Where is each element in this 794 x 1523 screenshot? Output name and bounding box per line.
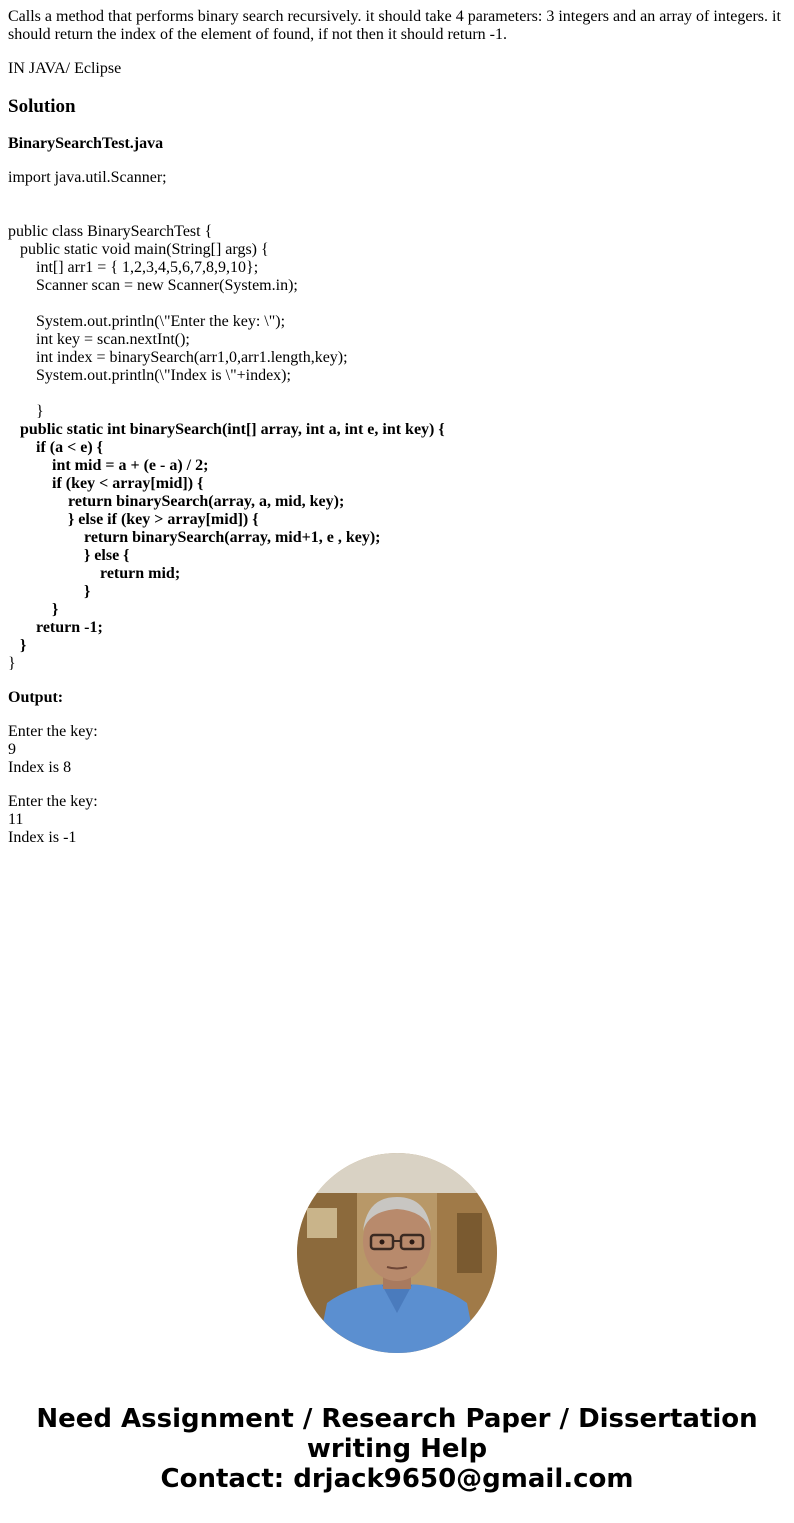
code-line: int mid = a + (e - a) / 2; xyxy=(8,457,209,474)
output-run-1 xyxy=(8,723,788,777)
code-line: int[] arr1 = { 1,2,3,4,5,6,7,8,9,10}; xyxy=(8,259,259,276)
promo-line-1: Need Assignment / Research Paper / Dissertation xyxy=(36,1404,758,1434)
code-line: } xyxy=(8,655,16,672)
code-line: int key = scan.nextInt(); xyxy=(8,331,190,348)
code-line: } else if (key > array[mid]) { xyxy=(8,511,259,528)
output-line: 11 xyxy=(8,811,24,828)
output-line: Enter the key: xyxy=(8,723,98,740)
code-line: System.out.println(\"Index is \"+index); xyxy=(8,367,291,384)
output-line: Index is -1 xyxy=(8,829,77,846)
solution-heading: Solution xyxy=(8,96,76,117)
code-line: return -1; xyxy=(8,619,103,636)
code-line: return mid; xyxy=(8,565,181,582)
code-line: if (key < array[mid]) { xyxy=(8,475,204,492)
promo-banner xyxy=(0,1404,794,1494)
code-line: import java.util.Scanner; xyxy=(8,169,167,186)
promo-line-2: writing Help xyxy=(306,1434,488,1464)
author-photo-icon xyxy=(297,1153,497,1353)
file-title: BinarySearchTest.java xyxy=(8,135,164,152)
language-note: IN JAVA/ Eclipse xyxy=(8,60,122,77)
code-line: return binarySearch(array, a, mid, key); xyxy=(8,493,345,510)
author-avatar xyxy=(297,1153,497,1353)
code-line xyxy=(8,385,788,403)
code-line xyxy=(8,187,788,205)
output-line: Index is 8 xyxy=(8,759,72,776)
code-line: public static void main(String[] args) { xyxy=(8,241,269,258)
code-line: System.out.println(\"Enter the key: \"); xyxy=(8,313,286,330)
code-line: } else { xyxy=(8,547,130,564)
code-line: int index = binarySearch(arr1,0,arr1.length,key); xyxy=(8,349,348,366)
code-line: Scanner scan = new Scanner(System.in); xyxy=(8,277,298,294)
document-body xyxy=(8,8,788,847)
code-line xyxy=(8,295,788,313)
code-line: public class BinarySearchTest { xyxy=(8,223,213,240)
code-line: } xyxy=(8,583,91,600)
output-line: Enter the key: xyxy=(8,793,98,810)
question-text: Calls a method that performs binary search recursively. it should take 4 parameters: 3 integers and an array of integers. it should return the index of the element of found, if not then it should return -1. xyxy=(8,8,781,43)
output-label: Output: xyxy=(8,689,64,706)
code-line: } xyxy=(8,637,27,654)
promo-contact: Contact: drjack9650@gmail.com xyxy=(160,1464,634,1494)
output-run-2 xyxy=(8,793,788,847)
code-line: public static int binarySearch(int[] array, int a, int e, int key) { xyxy=(8,421,445,438)
code-line: } xyxy=(8,403,44,420)
code-line: return binarySearch(array, mid+1, e , key); xyxy=(8,529,381,546)
code-line: if (a < e) { xyxy=(8,439,103,456)
code-block xyxy=(8,169,788,673)
code-line: } xyxy=(8,601,59,618)
code-line xyxy=(8,205,788,223)
output-line: 9 xyxy=(8,741,16,758)
